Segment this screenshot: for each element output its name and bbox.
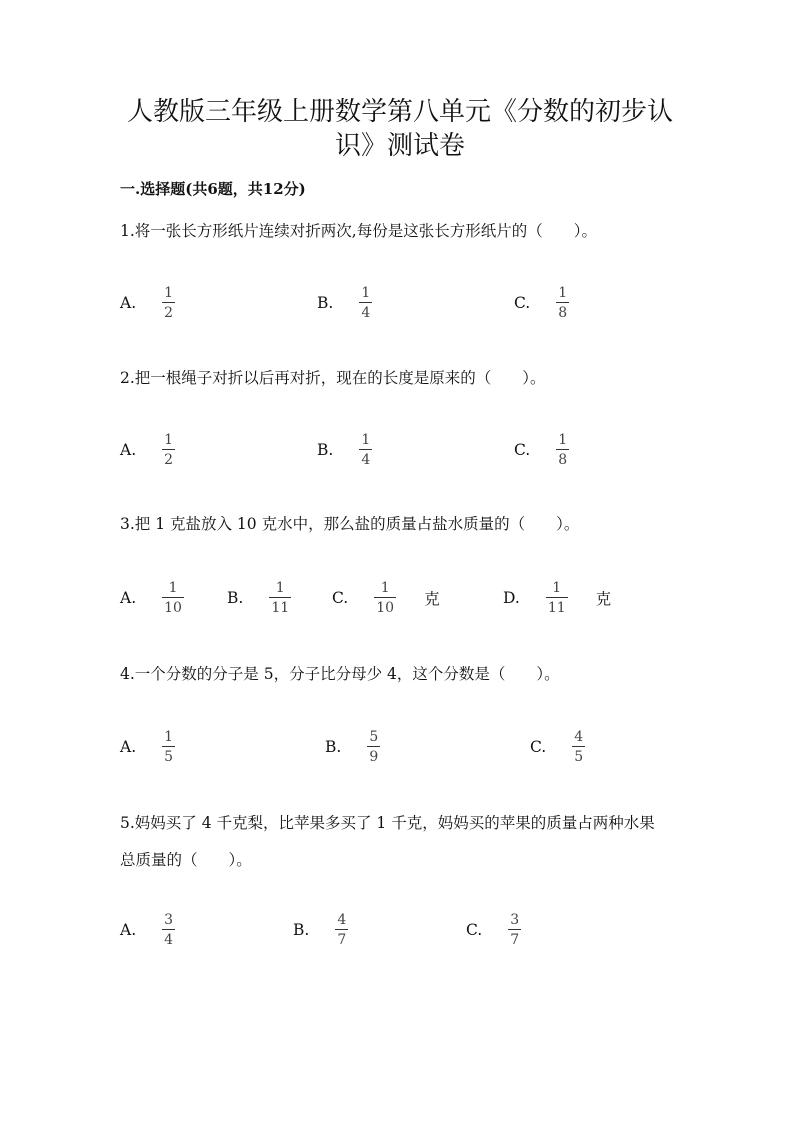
fraction-numerator: 4 (337, 912, 347, 928)
fraction-numerator: 3 (510, 912, 520, 928)
fraction (162, 432, 175, 468)
fraction-bar (556, 449, 569, 450)
question-4-option-c[interactable] (530, 729, 585, 765)
option-letter: C. (514, 294, 531, 312)
question-5-option-b[interactable] (293, 912, 348, 948)
fraction-bar (367, 746, 380, 747)
fraction-numerator: 1 (361, 432, 371, 448)
question-2-text: 2.把一根绳子对折以后再对折，现在的长度是原来的（ ）。 (120, 369, 546, 387)
question-4-text: 4.一个分数的分子是 5，分子比分母少 4，这个分数是（ ）。 (120, 665, 560, 683)
option-letter: A. (120, 294, 137, 312)
question-3-option-a[interactable] (120, 580, 184, 616)
fraction-bar (374, 597, 396, 598)
fraction (162, 912, 175, 948)
fraction-bar (162, 449, 175, 450)
fraction-denominator: 4 (164, 932, 174, 948)
option-letter: B. (325, 738, 342, 756)
question-2-option-b[interactable] (317, 432, 372, 468)
section-heading: 一.选择题(共6题，共12分) (120, 180, 306, 198)
fraction-numerator: 1 (164, 432, 174, 448)
question-1-option-c[interactable] (514, 285, 569, 321)
fraction-numerator: 3 (164, 912, 174, 928)
fraction-numerator: 1 (558, 285, 568, 301)
fraction-denominator: 5 (574, 749, 584, 765)
question-2-option-a[interactable] (120, 432, 175, 468)
fraction-numerator: 1 (552, 580, 562, 596)
question-5-option-a[interactable] (120, 912, 175, 948)
fraction-numerator: 1 (275, 580, 285, 596)
fraction-bar (359, 302, 372, 303)
option-letter: B. (317, 441, 334, 459)
option-letter: D. (503, 589, 520, 607)
fraction (269, 580, 291, 616)
fraction-denominator: 2 (164, 452, 174, 468)
question-4-option-b[interactable] (325, 729, 380, 765)
page-title-line-1: 人教版三年级上册数学第八单元《分数的初步认 (126, 97, 673, 127)
question-4-option-a[interactable] (120, 729, 175, 765)
fraction-denominator: 7 (337, 932, 347, 948)
fraction-bar (546, 597, 568, 598)
fraction (556, 285, 569, 321)
fraction-denominator: 8 (558, 452, 568, 468)
fraction-denominator: 7 (510, 932, 520, 948)
question-5-text-line-2: 总质量的（ ）。 (120, 851, 252, 869)
fraction-numerator: 1 (558, 432, 568, 448)
fraction-denominator: 10 (376, 600, 395, 616)
fraction-bar (572, 746, 585, 747)
fraction-denominator: 4 (361, 305, 371, 321)
fraction-denominator: 8 (558, 305, 568, 321)
fraction-numerator: 1 (380, 580, 390, 596)
fraction-bar (335, 929, 348, 930)
fraction-bar (508, 929, 521, 930)
fraction (359, 432, 372, 468)
fraction (572, 729, 585, 765)
fraction (556, 432, 569, 468)
option-letter: C. (332, 589, 349, 607)
option-letter: B. (293, 921, 310, 939)
fraction (367, 729, 380, 765)
question-5-text-line-1: 5.妈妈买了 4 千克梨，比苹果多买了 1 千克，妈妈买的苹果的质量占两种水果 (120, 814, 655, 832)
question-1-text: 1.将一张长方形纸片连续对折两次,每份是这张长方形纸片的（ ）。 (120, 222, 597, 240)
fraction-numerator: 1 (168, 580, 178, 596)
fraction-numerator: 5 (369, 729, 379, 745)
fraction-bar (556, 302, 569, 303)
fraction (335, 912, 348, 948)
fraction-numerator: 1 (164, 285, 174, 301)
fraction (359, 285, 372, 321)
fraction (162, 729, 175, 765)
question-1-option-a[interactable] (120, 285, 175, 321)
fraction-numerator: 1 (164, 729, 174, 745)
question-2-option-c[interactable] (514, 432, 569, 468)
option-letter: B. (227, 589, 244, 607)
fraction-denominator: 4 (361, 452, 371, 468)
option-letter: A. (120, 921, 137, 939)
fraction-numerator: 1 (361, 285, 371, 301)
question-5-option-c[interactable] (466, 912, 521, 948)
fraction-bar (162, 302, 175, 303)
fraction-bar (162, 929, 175, 930)
question-3-option-b[interactable] (227, 580, 291, 616)
option-letter: A. (120, 738, 137, 756)
fraction-bar (162, 597, 184, 598)
option-unit: 克 (424, 590, 440, 608)
option-letter: C. (466, 921, 483, 939)
fraction (508, 912, 521, 948)
option-letter: C. (530, 738, 547, 756)
question-3-option-c[interactable] (332, 580, 440, 616)
question-3-text: 3.把 1 克盐放入 10 克水中，那么盐的质量占盐水质量的（ ）。 (120, 515, 580, 533)
question-1-option-b[interactable] (317, 285, 372, 321)
fraction (374, 580, 396, 616)
fraction-bar (359, 449, 372, 450)
fraction-bar (162, 746, 175, 747)
fraction-denominator: 5 (164, 749, 174, 765)
fraction-bar (269, 597, 291, 598)
option-letter: C. (514, 441, 531, 459)
fraction (546, 580, 568, 616)
fraction-denominator: 11 (547, 600, 566, 616)
question-3-option-d[interactable] (503, 580, 611, 616)
fraction-denominator: 10 (164, 600, 182, 616)
option-letter: A. (120, 441, 137, 459)
fraction-numerator: 4 (574, 729, 584, 745)
fraction-denominator: 9 (369, 749, 379, 765)
page-title-line-2: 识》测试卷 (334, 131, 465, 161)
fraction (162, 285, 175, 321)
option-letter: B. (317, 294, 334, 312)
fraction (162, 580, 184, 616)
fraction-denominator: 11 (271, 600, 290, 616)
option-letter: A. (120, 589, 137, 607)
fraction-denominator: 2 (164, 305, 174, 321)
option-unit: 克 (595, 590, 612, 608)
